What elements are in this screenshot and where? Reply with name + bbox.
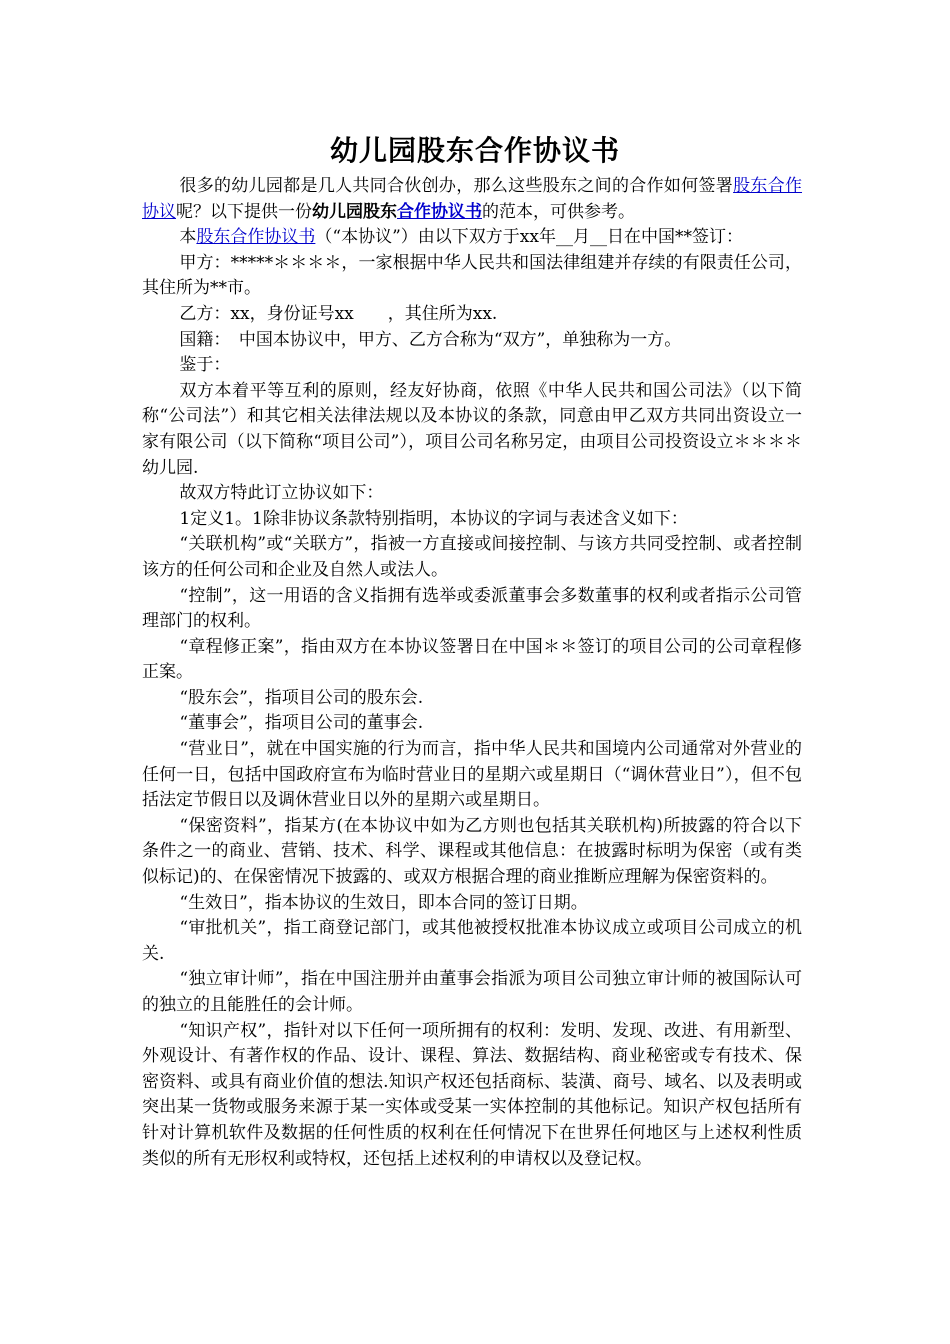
intro-paragraph [142, 174, 802, 225]
definition-board: “董事会”，指项目公司的董事会. [179, 713, 424, 734]
agreement-document-link[interactable]: 股东合作协议书 [196, 227, 316, 248]
agreement-text-1: 本 [179, 227, 197, 248]
intro-text-3: 的范本，可供参考。 [482, 201, 635, 222]
intro-text-1: 很多的幼儿园都是几人共同合伙创办，那么这些股东之间的合作如何签署 [179, 176, 734, 196]
definition-shareholders: “股东会”，指项目公司的股东会. [179, 687, 424, 708]
definition-business-day: “营业日”，就在中国实施的行为而言，指中华人民共和国境内公司通常对外营业的任何一日，包括中国政府宣布为临时营业日的星期六或星期日（“调休营业日”），但不包括法定节假日以及调休营业日以外的星期六或星期日。 [142, 739, 802, 811]
definition-ip: “知识产权”，指针对以下任何一项所拥有的权利：发明、发现、改进、有用新型、外观设计、有著作权的作品、设计、课程、算法、数据结构、商业秘密或专有技术、保密资料、或具有商业价值的想法.知识产权还包括商标、装潢、商号、域名、以及表明或突出某一货物或服务来源于某一实体或受某一实体控制的其他标记。知识产权包括所有针对计算机软件及数据的任何性质的权利在任何情况下在世界任何地区与上述权利性质类似的所有无形权利或特权，还包括上述权利的申请权以及登记权。 [142, 1020, 802, 1169]
definition-affiliate: “关联机构”或“关联方”，指被一方直接或间接控制、与该方共同受控制、或者控制该方的任何公司和企业及自然人或法人。 [142, 534, 802, 580]
agreement-text-2: （“本协议”）由以下双方于xx年__月__日在中国**签订： [315, 227, 743, 248]
definition-amendment: “章程修正案”，指由双方在本协议签署日在中国＊＊签订的项目公司的公司章程修正案。 [142, 636, 802, 683]
cooperation-agreement-link[interactable]: 合作协议书 [397, 201, 482, 222]
document-title: 幼儿园股东合作协议书 [329, 134, 620, 167]
agreement-paragraph [142, 225, 802, 251]
intro-bold-text: 幼儿园股东 [312, 201, 397, 222]
definition-approval-authority: “审批机关”，指工商登记部门，或其他被授权批准本协议成立或项目公司成立的机关. [142, 918, 802, 964]
intro-text-2: 呢？以下提供一份 [176, 201, 312, 222]
therefore-paragraph: 故双方特此订立协议如下： [179, 483, 384, 504]
definition-intro: 1定义1。1除非协议条款特别指明，本协议的字词与表述含义如下： [179, 508, 688, 529]
shareholder-agreement-link[interactable]: 股东合作协议 [142, 176, 803, 222]
nationality-paragraph: 国籍： 中国本协议中，甲方、乙方合称为“双方”，单独称为一方。 [179, 329, 682, 350]
document-body [142, 174, 802, 1172]
whereas-paragraph: 双方本着平等互利的原则，经友好协商，依照《中华人民共和国公司法》（以下简称“公司法”）和其它相关法律法规以及本协议的条款，同意由甲乙双方共同出资设立一家有限公司（以下简称“项目公司”），项目公司名称另定，由项目公司投资设立＊＊＊＊幼儿园. [142, 380, 802, 478]
definition-auditor: “独立审计师”，指在中国注册并由董事会指派为项目公司独立审计师的被国际认可的独立的且能胜任的会计师。 [142, 969, 802, 1015]
definition-confidential: “保密资料”，指某方(在本协议中如为乙方则也包括其关联机构)所披露的符合以下条件之一的商业、营销、技术、科学、课程或其他信息：在披露时标明为保密（或有类似标记)的、在保密情况下披露的、或双方根据合理的商业推断应理解为保密资料的。 [142, 815, 802, 888]
whereas-heading: 鉴于： [179, 355, 231, 376]
definition-effective-date: “生效日”，指本协议的生效日，即本合同的签订日期。 [179, 892, 588, 913]
party-a-paragraph: 甲方：*****＊＊＊＊，一家根据中华人民共和国法律组建并存续的有限责任公司，其住所为**市。 [142, 252, 802, 299]
party-b-paragraph: 乙方：xx，身份证号xx ，其住所为xx. [179, 303, 498, 324]
definition-control: “控制”，这一用语的含义指拥有选举或委派董事会多数董事的权利或者指示公司管理部门的权利。 [142, 585, 802, 632]
